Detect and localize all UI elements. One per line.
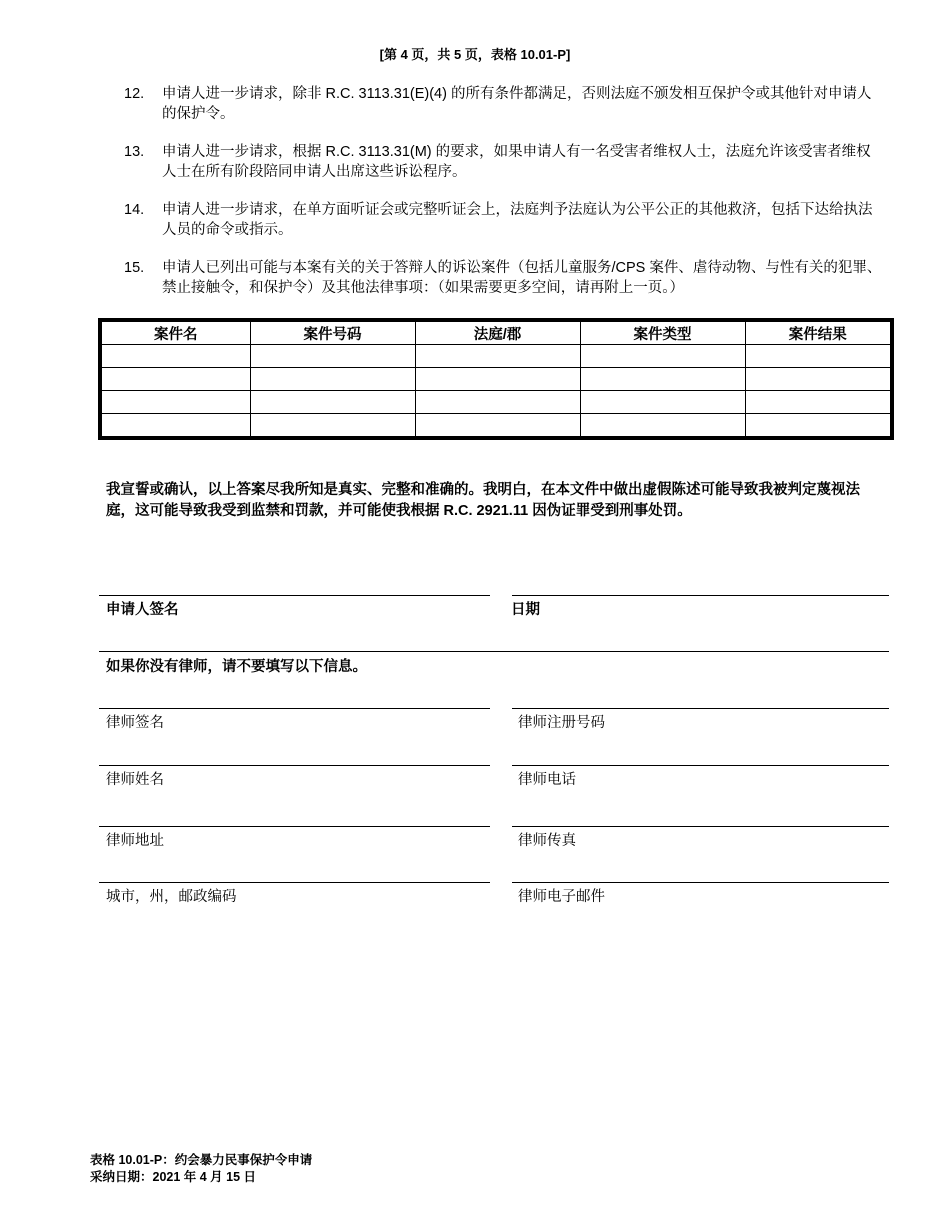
header-case-type: 案件类型 <box>580 320 745 345</box>
attorney-email-line[interactable] <box>512 882 889 883</box>
item-13 <box>124 142 884 182</box>
attorney-name-label: 律师姓名 <box>106 772 164 788</box>
table-cell[interactable] <box>100 414 250 439</box>
table-cell[interactable] <box>250 368 415 391</box>
header-case-number: 案件号码 <box>250 320 415 345</box>
table-cell[interactable] <box>745 414 892 439</box>
header-court-county: 法庭/郡 <box>415 320 580 345</box>
attorney-phone-line[interactable] <box>512 765 889 766</box>
attorney-note: 如果你没有律师，请不要填写以下信息。 <box>106 659 367 675</box>
item-number: 14. <box>124 202 145 218</box>
table-row <box>100 345 892 368</box>
attorney-fax-line[interactable] <box>512 826 889 827</box>
cases-table <box>98 318 894 440</box>
item-text: 申请人进一步请求，在单方面听证会或完整听证会上，法庭判予法庭认为公平公正的其他救济，包括下达给执法人员的命令或指示。 <box>162 202 873 238</box>
table-cell[interactable] <box>745 345 892 368</box>
table-cell[interactable] <box>250 391 415 414</box>
header-case-name: 案件名 <box>100 320 250 345</box>
table-cell[interactable] <box>580 391 745 414</box>
attorney-registration-line[interactable] <box>512 708 889 709</box>
item-14 <box>124 200 884 240</box>
item-text: 申请人进一步请求，根据 R.C. 3113.31(M) 的要求，如果申请人有一名受害者维权人士，法庭允许该受害者维权人士在所有阶段陪同申请人出席这些诉讼程序。 <box>162 144 871 180</box>
header-case-result: 案件结果 <box>745 320 892 345</box>
city-state-zip-label: 城市，州，邮政编码 <box>106 889 237 905</box>
attorney-phone-label: 律师电话 <box>518 772 576 788</box>
item-text: 申请人进一步请求，除非 R.C. 3113.31(E)(4) 的所有条件都满足，否则法庭不颁发相互保护令或其他针对申请人的保护令。 <box>162 86 872 122</box>
table-cell[interactable] <box>415 368 580 391</box>
item-number: 12. <box>124 86 145 102</box>
item-text: 申请人已列出可能与本案有关的关于答辩人的诉讼案件（包括儿童服务/CPS 案件、虐待动物、与性有关的犯罪、禁止接触令，和保护令）及其他法律事项：（如果需要更多空间，请再附上一页。） <box>162 260 882 296</box>
item-15 <box>124 258 884 298</box>
table-cell[interactable] <box>745 368 892 391</box>
table-cell[interactable] <box>100 391 250 414</box>
divider <box>99 651 889 652</box>
table-cell[interactable] <box>415 414 580 439</box>
table-cell[interactable] <box>580 368 745 391</box>
item-number: 15. <box>124 260 145 276</box>
attorney-registration-label: 律师注册号码 <box>518 715 605 731</box>
page-footer <box>90 1152 312 1186</box>
attorney-address-line[interactable] <box>99 826 490 827</box>
table-row <box>100 414 892 439</box>
item-number: 13. <box>124 144 145 160</box>
table-cell[interactable] <box>580 345 745 368</box>
attorney-email-label: 律师电子邮件 <box>518 889 605 905</box>
attorney-name-line[interactable] <box>99 765 490 766</box>
table-cell[interactable] <box>250 345 415 368</box>
table-row <box>100 391 892 414</box>
applicant-signature-label: 申请人签名 <box>106 602 179 618</box>
attorney-signature-line[interactable] <box>99 708 490 709</box>
table-row <box>100 368 892 391</box>
table-cell[interactable] <box>250 414 415 439</box>
table-cell[interactable] <box>745 391 892 414</box>
table-cell[interactable] <box>415 391 580 414</box>
form-title: 表格 10.01-P：约会暴力民事保护令申请 <box>90 1153 313 1167</box>
table-header-row <box>100 320 892 345</box>
adopted-date: 采纳日期：2021 年 4 月 15 日 <box>90 1170 257 1184</box>
table-cell[interactable] <box>580 414 745 439</box>
table-cell[interactable] <box>100 368 250 391</box>
attorney-signature-label: 律师签名 <box>106 715 164 731</box>
page-header: [第 4 页，共 5 页，表格 10.01-P] <box>379 47 571 62</box>
date-line[interactable] <box>512 595 889 596</box>
table-cell[interactable] <box>100 345 250 368</box>
date-label: 日期 <box>511 602 540 618</box>
attorney-fax-label: 律师传真 <box>518 833 576 849</box>
applicant-signature-line[interactable] <box>99 595 490 596</box>
table-cell[interactable] <box>415 345 580 368</box>
oath-statement: 我宣誓或确认，以上答案尽我所知是真实、完整和准确的。我明白，在本文件中做出虚假陈述可能导致我被判定蔑视法庭，这可能导致我受到监禁和罚款，并可能使我根据 R.C. 2921.11 因伪证罪受到刑事处罚。 <box>106 482 860 519</box>
attorney-address-label: 律师地址 <box>106 833 164 849</box>
item-12 <box>124 84 884 124</box>
city-state-zip-line[interactable] <box>99 882 490 883</box>
